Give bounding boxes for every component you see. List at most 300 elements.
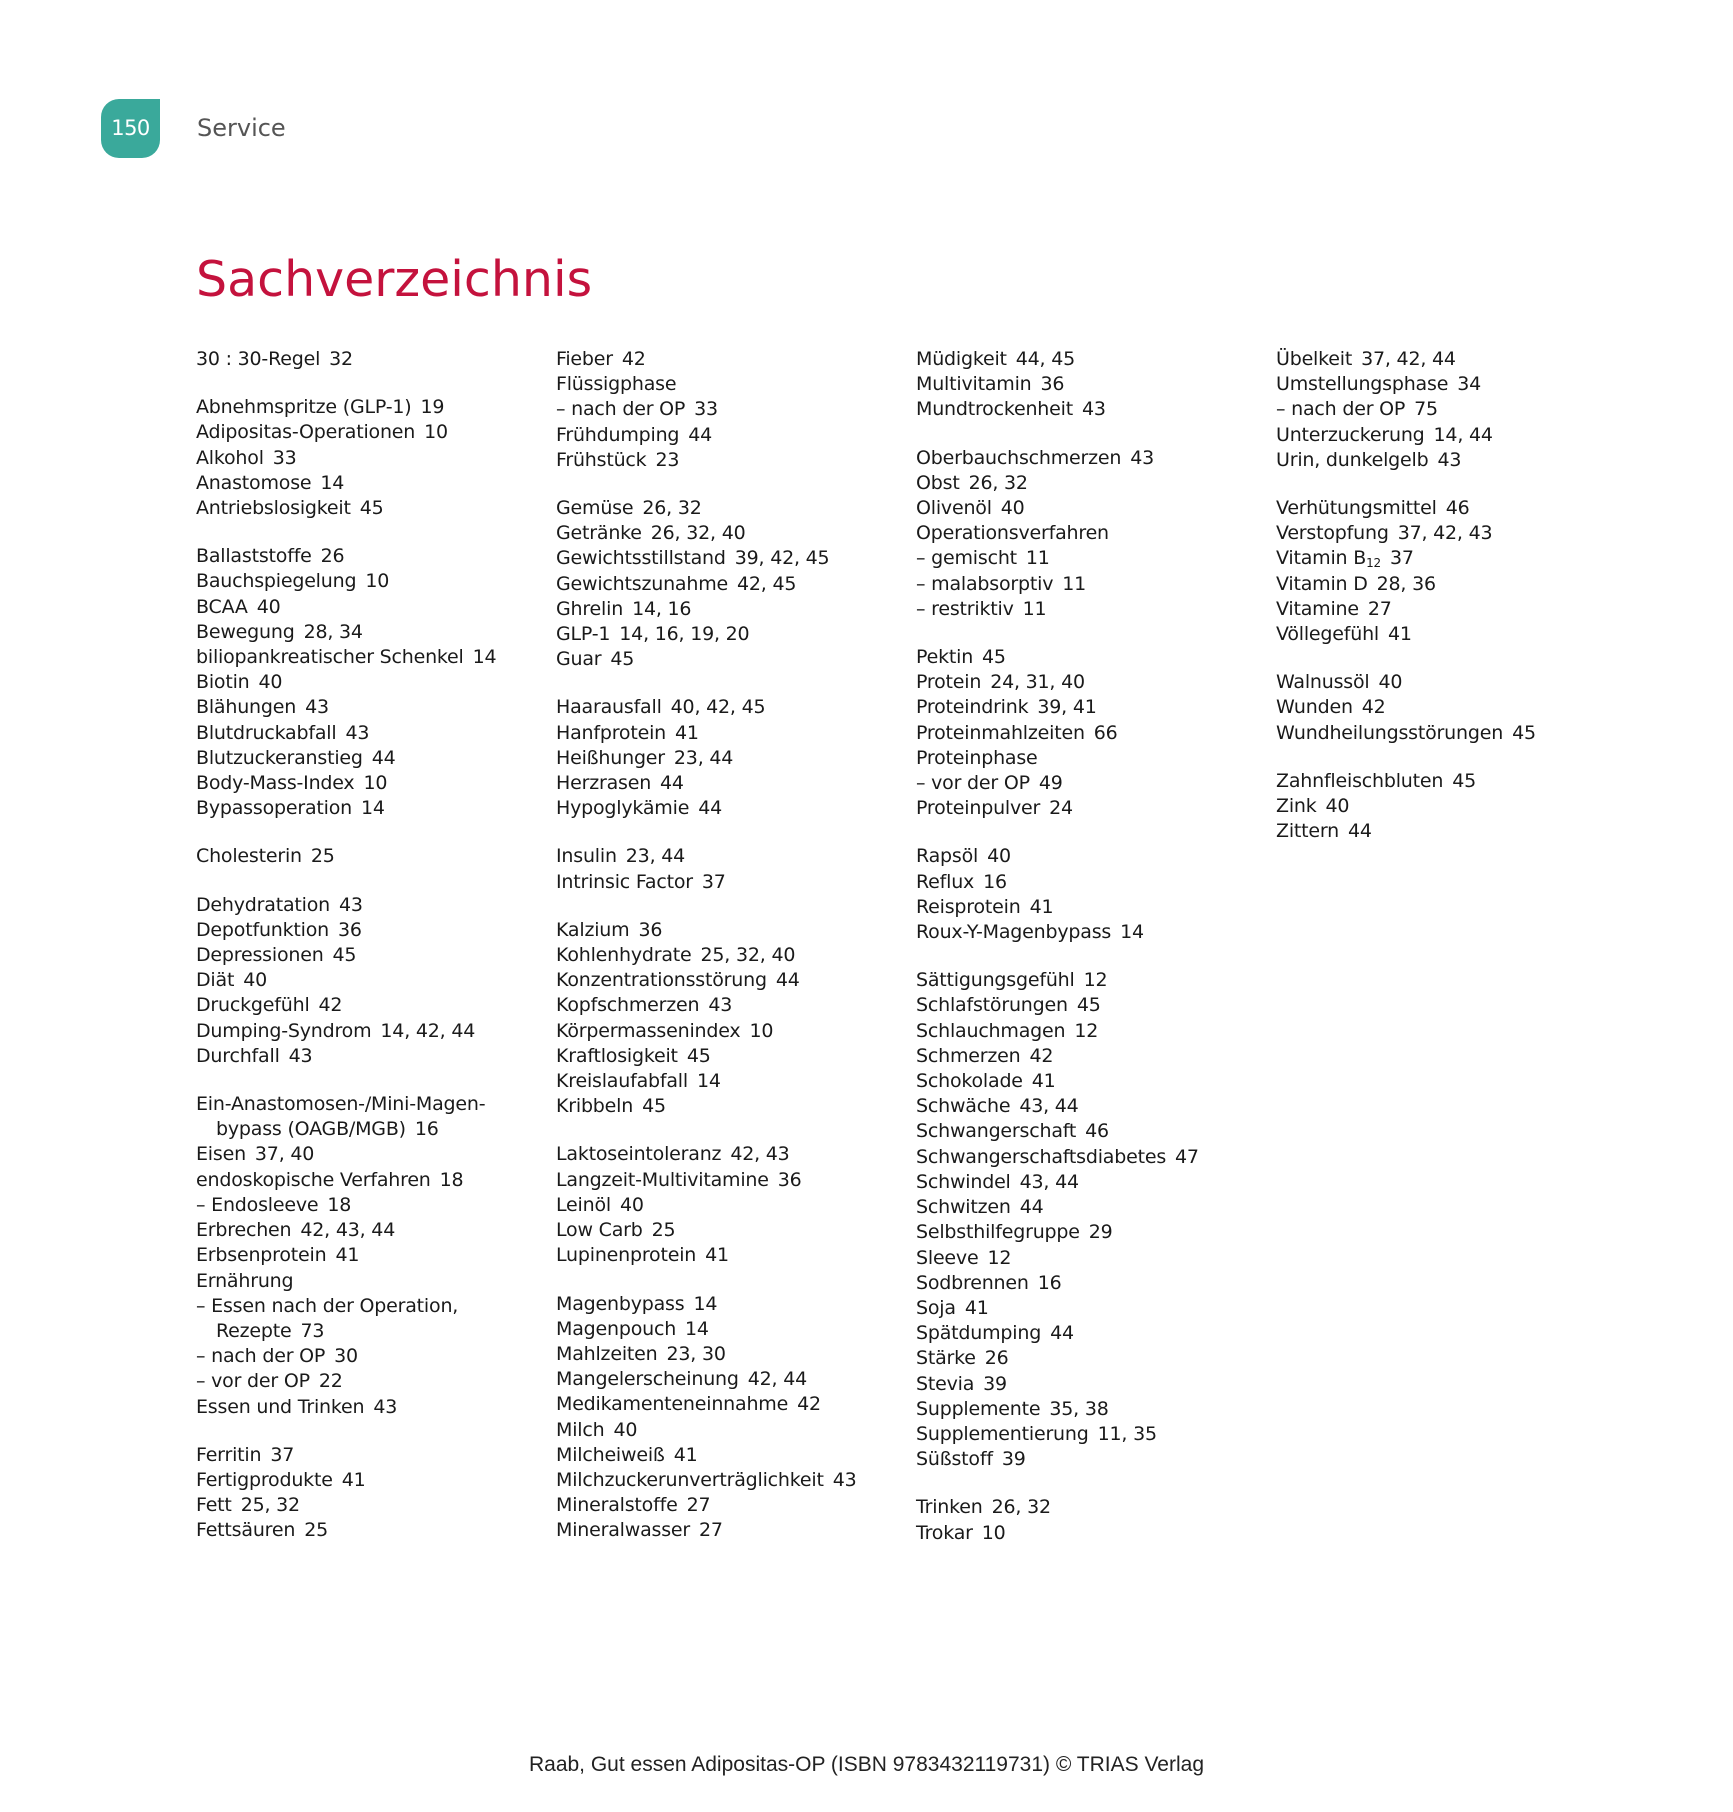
index-subentry bbox=[916, 597, 1261, 622]
index-page-ref: 27 bbox=[686, 1494, 711, 1517]
index-entry bbox=[916, 844, 1261, 869]
index-page-ref: 41 bbox=[1031, 1070, 1056, 1093]
index-term: Sleeve bbox=[916, 1246, 979, 1269]
index-entry bbox=[916, 471, 1261, 496]
index-term: Supplemente bbox=[916, 1397, 1041, 1420]
index-page-ref: 44, 45 bbox=[1015, 348, 1076, 370]
index-entry bbox=[916, 1296, 1261, 1321]
index-page-ref: 14 bbox=[320, 471, 345, 494]
index-term: Schwangerschaftsdiabetes bbox=[916, 1145, 1167, 1168]
index-page-ref: 43 bbox=[1437, 448, 1462, 471]
index-term: Schokolade bbox=[916, 1070, 1023, 1093]
index-entry bbox=[196, 918, 541, 943]
index-term: Mangelerscheinung bbox=[556, 1368, 739, 1391]
index-term: – nach der OP bbox=[1276, 398, 1406, 421]
index-page-ref: 45 bbox=[642, 1095, 666, 1118]
index-term: 30 : 30-Regel bbox=[196, 348, 321, 370]
index-entry bbox=[196, 1518, 541, 1543]
index-entry bbox=[916, 920, 1261, 945]
index-term: Lupinenprotein bbox=[556, 1244, 697, 1267]
index-subentry bbox=[196, 1294, 541, 1319]
index-term: Intrinsic Factor bbox=[556, 870, 693, 893]
index-entry bbox=[196, 1168, 541, 1193]
index-letter-group bbox=[556, 496, 901, 672]
index-term: Alkohol bbox=[196, 446, 264, 469]
index-term: Bewegung bbox=[196, 620, 295, 643]
index-page-ref: 43 bbox=[1081, 398, 1106, 421]
index-page-ref: 44 bbox=[660, 772, 684, 795]
index-page-ref: 14 bbox=[472, 646, 497, 669]
index-subentry bbox=[196, 1369, 541, 1394]
index-entry bbox=[556, 1342, 901, 1367]
index-entry bbox=[916, 1195, 1261, 1220]
index-entry bbox=[1276, 572, 1621, 597]
index-term: Schwindel bbox=[916, 1170, 1011, 1193]
index-page-ref: 26, 32 bbox=[642, 497, 702, 520]
index-term: Medikamenteneinnahme bbox=[556, 1393, 789, 1416]
index-page-ref: 44 bbox=[371, 746, 396, 769]
index-term: Flüssigphase bbox=[556, 373, 677, 396]
index-term: Essen und Trinken bbox=[196, 1395, 365, 1418]
index-entry bbox=[1276, 721, 1621, 746]
index-page-ref: 45 bbox=[1512, 721, 1536, 744]
index-entry bbox=[556, 1019, 901, 1044]
index-entry bbox=[556, 496, 901, 521]
index-term: Zahnfleischbluten bbox=[1276, 769, 1444, 792]
index-page-ref: 44 bbox=[1019, 1196, 1044, 1219]
index-page-ref: 45 bbox=[1076, 994, 1101, 1017]
index-page-ref: 23, 44 bbox=[625, 845, 686, 868]
index-page-ref: 45 bbox=[982, 646, 1006, 669]
index-page-ref: 42 bbox=[1361, 696, 1386, 719]
index-page-ref: 14, 44 bbox=[1433, 423, 1493, 446]
page-title: Sachverzeichnis bbox=[196, 251, 593, 308]
index-entry bbox=[196, 1468, 541, 1493]
index-page-ref: 16 bbox=[983, 870, 1007, 893]
index-term: Bauchspiegelung bbox=[196, 570, 357, 593]
index-page-ref: 42, 45 bbox=[737, 572, 797, 595]
index-entry bbox=[196, 771, 541, 796]
index-entry bbox=[196, 544, 541, 569]
index-term: Mineralwasser bbox=[556, 1519, 691, 1542]
index-page-ref: 28, 34 bbox=[303, 620, 363, 643]
index-page-ref: 10 bbox=[749, 1019, 774, 1042]
index-entry bbox=[196, 1269, 541, 1294]
index-page-ref: 45 bbox=[332, 944, 357, 967]
index-entry bbox=[916, 895, 1261, 920]
index-letter-group bbox=[916, 844, 1261, 945]
index-entry bbox=[196, 670, 541, 695]
index-term: Blähungen bbox=[196, 696, 297, 719]
index-term: Kreislaufabfall bbox=[556, 1070, 688, 1093]
index-page-ref: 33 bbox=[694, 398, 718, 421]
index-term: Fertigprodukte bbox=[196, 1468, 333, 1491]
index-term: Stärke bbox=[916, 1347, 976, 1370]
index-term: Süßstoff bbox=[916, 1448, 993, 1471]
index-letter-group bbox=[556, 695, 901, 821]
index-page-ref: 14 bbox=[696, 1070, 721, 1093]
index-page-ref: 12 bbox=[987, 1246, 1012, 1269]
index-page-ref: 36 bbox=[338, 918, 362, 941]
index-entry bbox=[196, 595, 541, 620]
index-page-ref: 11 bbox=[1025, 547, 1050, 570]
index-page-ref: 14, 16, 19, 20 bbox=[619, 623, 750, 646]
index-term: Laktoseintoleranz bbox=[556, 1143, 722, 1166]
index-term: Selbsthilfegruppe bbox=[916, 1221, 1080, 1244]
index-entry bbox=[196, 1319, 541, 1344]
index-page-ref: 24 bbox=[1049, 797, 1073, 820]
index-term: endoskopische Verfahren bbox=[196, 1168, 431, 1191]
index-column-3 bbox=[916, 347, 1261, 1546]
index-page-ref: 10 bbox=[365, 570, 390, 593]
index-term: Frühdumping bbox=[556, 423, 680, 446]
index-entry bbox=[1276, 794, 1621, 819]
index-term: Abnehmspritze (GLP-1) bbox=[196, 396, 412, 419]
index-entry bbox=[196, 347, 541, 372]
index-term: Stevia bbox=[916, 1372, 975, 1395]
index-term: Durchfall bbox=[196, 1044, 280, 1067]
index-entry bbox=[916, 1019, 1261, 1044]
index-entry bbox=[196, 620, 541, 645]
index-term: Anastomose bbox=[196, 471, 312, 494]
index-term: Gemüse bbox=[556, 497, 634, 520]
index-page-ref: 34 bbox=[1457, 373, 1481, 396]
index-term: Blutdruckabfall bbox=[196, 721, 337, 744]
index-page-ref: 47 bbox=[1175, 1145, 1199, 1168]
index-entry bbox=[196, 1443, 541, 1468]
index-page-ref: 12 bbox=[1083, 969, 1108, 992]
index-term: Leinöl bbox=[556, 1193, 611, 1216]
index-letter-group bbox=[556, 1142, 901, 1268]
index-page-ref: 39 bbox=[983, 1372, 1007, 1395]
index-entry bbox=[916, 968, 1261, 993]
index-entry bbox=[1276, 670, 1621, 695]
index-term: Zink bbox=[1276, 795, 1317, 818]
index-page-ref: 42 bbox=[318, 994, 343, 1017]
index-page-ref: 25 bbox=[651, 1219, 676, 1242]
index-term: Erbsenprotein bbox=[196, 1244, 327, 1267]
index-page-ref: 43 bbox=[373, 1395, 398, 1418]
index-entry bbox=[556, 1243, 901, 1268]
index-term: Heißhunger bbox=[556, 746, 665, 769]
index-entry bbox=[916, 1495, 1261, 1520]
index-page-ref: 41 bbox=[1029, 895, 1054, 918]
index-term: Sättigungsgefühl bbox=[916, 969, 1075, 992]
index-subentry bbox=[916, 546, 1261, 571]
index-entry bbox=[1276, 819, 1621, 844]
index-entry bbox=[916, 1321, 1261, 1346]
index-entry bbox=[556, 771, 901, 796]
index-page-ref: 40 bbox=[987, 845, 1011, 868]
index-page-ref: 23, 44 bbox=[673, 746, 734, 769]
index-page-ref: 42 bbox=[621, 348, 646, 370]
index-page-ref: 43, 44 bbox=[1019, 1095, 1079, 1118]
index-entry bbox=[916, 1346, 1261, 1371]
index-page-ref: 26, 32 bbox=[968, 471, 1028, 494]
index-term: Frühstück bbox=[556, 448, 647, 471]
index-term: Haarausfall bbox=[556, 696, 662, 719]
index-term: Fettsäuren bbox=[196, 1519, 296, 1542]
index-page-ref: 25, 32, 40 bbox=[700, 944, 796, 967]
index-entry bbox=[556, 968, 901, 993]
index-term: Mundtrockenheit bbox=[916, 398, 1073, 421]
index-term: Mahlzeiten bbox=[556, 1342, 658, 1365]
index-term: biliopankreatischer Schenkel bbox=[196, 646, 464, 669]
index-term: Proteinphase bbox=[916, 746, 1038, 769]
footer-copyright: Raab, Gut essen Adipositas-OP (ISBN 9783432119731) © TRIAS Verlag bbox=[528, 1753, 1205, 1776]
index-subentry bbox=[916, 572, 1261, 597]
index-term: Insulin bbox=[556, 845, 617, 868]
index-page-ref: 26, 32 bbox=[991, 1496, 1051, 1519]
index-letter-group bbox=[196, 1443, 541, 1544]
index-page-ref: 25, 32 bbox=[240, 1494, 300, 1517]
index-entry bbox=[196, 496, 541, 521]
index-page-ref: 18 bbox=[439, 1168, 464, 1191]
index-term: Proteinmahlzeiten bbox=[916, 721, 1085, 744]
index-page-ref: 37, 42, 43 bbox=[1397, 522, 1493, 545]
index-entry bbox=[556, 844, 901, 869]
index-entry bbox=[196, 1395, 541, 1420]
index-term: Magenbypass bbox=[556, 1292, 685, 1315]
index-page-ref: 28, 36 bbox=[1376, 572, 1436, 595]
index-term: Trokar bbox=[916, 1521, 973, 1544]
index-term: – Endosleeve bbox=[196, 1193, 319, 1216]
index-term: Müdigkeit bbox=[916, 348, 1007, 370]
index-page-ref: 43 bbox=[345, 721, 370, 744]
index-page-ref: 41 bbox=[964, 1296, 989, 1319]
index-column-4 bbox=[1276, 347, 1621, 844]
index-page-ref: 43 bbox=[288, 1044, 313, 1067]
index-page-ref: 18 bbox=[327, 1193, 352, 1216]
index-term: Dehydratation bbox=[196, 893, 331, 916]
index-page-ref: 36 bbox=[638, 918, 663, 941]
index-term: Wunden bbox=[1276, 696, 1353, 719]
index-letter-group bbox=[1276, 496, 1621, 647]
index-entry bbox=[556, 746, 901, 771]
index-term: Übelkeit bbox=[1276, 348, 1353, 370]
index-term: Kohlenhydrate bbox=[556, 944, 692, 967]
index-term: – malabsorptiv bbox=[916, 572, 1054, 595]
index-page-ref: 49 bbox=[1038, 772, 1063, 795]
index-term: Herzrasen bbox=[556, 772, 652, 795]
index-entry bbox=[556, 1044, 901, 1069]
index-page-ref: 14 bbox=[685, 1317, 709, 1340]
index-term: Trinken bbox=[916, 1496, 983, 1519]
index-entry bbox=[916, 870, 1261, 895]
index-term: Schlafstörungen bbox=[916, 994, 1068, 1017]
index-term-subscript: 12 bbox=[1366, 556, 1381, 571]
index-page-ref: 25 bbox=[310, 845, 335, 868]
index-entry bbox=[1276, 546, 1621, 571]
index-term: Vitamin B bbox=[1276, 547, 1367, 570]
index-column-1 bbox=[196, 347, 541, 1544]
index-page-ref: 30 bbox=[334, 1345, 358, 1368]
index-entry bbox=[196, 1493, 541, 1518]
index-term: BCAA bbox=[196, 595, 248, 618]
index-term: Oberbauchschmerzen bbox=[916, 446, 1122, 469]
index-entry bbox=[916, 1044, 1261, 1069]
index-entry bbox=[556, 721, 901, 746]
index-page-ref: 42, 44 bbox=[747, 1368, 807, 1391]
index-page-ref: 37 bbox=[701, 870, 726, 893]
index-entry bbox=[556, 448, 901, 473]
index-entry bbox=[556, 1518, 901, 1543]
index-term: Fieber bbox=[556, 348, 613, 370]
index-entry bbox=[916, 1069, 1261, 1094]
index-term: Milcheiweiß bbox=[556, 1443, 665, 1466]
index-entry bbox=[916, 1094, 1261, 1119]
index-term: Verstopfung bbox=[1276, 522, 1389, 545]
index-page-ref: 41 bbox=[675, 721, 699, 744]
index-subentry bbox=[196, 1344, 541, 1369]
index-entry bbox=[916, 1119, 1261, 1144]
index-page-ref: 40, 42, 45 bbox=[670, 696, 766, 719]
index-page-ref: 10 bbox=[424, 421, 448, 444]
index-entry bbox=[556, 1168, 901, 1193]
index-page-ref: 35, 38 bbox=[1049, 1397, 1109, 1420]
index-page-ref: 41 bbox=[1388, 623, 1412, 646]
index-entry bbox=[556, 993, 901, 1018]
index-entry bbox=[556, 1367, 901, 1392]
index-term: Druckgefühl bbox=[196, 994, 310, 1017]
index-entry bbox=[196, 420, 541, 445]
page-number-badge: 150 bbox=[101, 99, 160, 158]
index-entry bbox=[196, 446, 541, 471]
index-term: Depressionen bbox=[196, 944, 324, 967]
index-letter-group bbox=[196, 395, 541, 521]
index-entry bbox=[916, 1521, 1261, 1546]
index-term: Milch bbox=[556, 1418, 605, 1441]
index-term: Depotfunktion bbox=[196, 918, 330, 941]
index-entry bbox=[1276, 448, 1621, 473]
index-term: Proteindrink bbox=[916, 696, 1029, 719]
index-letter-group bbox=[556, 844, 901, 894]
index-term: – restriktiv bbox=[916, 597, 1014, 620]
index-term: Erbrechen bbox=[196, 1219, 292, 1242]
index-entry bbox=[556, 1392, 901, 1417]
index-entry bbox=[916, 695, 1261, 720]
index-page-ref: 41 bbox=[335, 1244, 360, 1267]
index-page-ref: 45 bbox=[359, 497, 384, 520]
index-term: Schlauchmagen bbox=[916, 1019, 1066, 1042]
index-page-ref: 42, 43 bbox=[730, 1143, 790, 1166]
index-page-ref: 14, 16 bbox=[632, 597, 692, 620]
index-page-ref: 44 bbox=[688, 423, 713, 446]
index-letter-group bbox=[916, 1495, 1261, 1545]
index-page-ref: 42 bbox=[1029, 1044, 1054, 1067]
index-page-ref: 40 bbox=[243, 969, 267, 992]
index-entry bbox=[1276, 769, 1621, 794]
index-page-ref: 40 bbox=[1325, 795, 1350, 818]
index-page-ref: 39 bbox=[1001, 1448, 1026, 1471]
index-page-ref: 46 bbox=[1085, 1120, 1109, 1143]
index-entry bbox=[556, 1218, 901, 1243]
index-entry bbox=[196, 695, 541, 720]
index-entry bbox=[1276, 521, 1621, 546]
index-term: – Essen nach der Operation, bbox=[196, 1294, 459, 1317]
index-entry bbox=[916, 1170, 1261, 1195]
index-entry bbox=[196, 943, 541, 968]
index-entry bbox=[196, 968, 541, 993]
index-page-ref: 41 bbox=[705, 1244, 729, 1267]
index-page-ref: 23, 30 bbox=[666, 1342, 726, 1365]
index-term: Ein-Anastomosen-/Mini-Magen- bbox=[196, 1093, 486, 1116]
index-letter-group bbox=[196, 347, 541, 372]
index-entry bbox=[196, 746, 541, 771]
index-letter-group bbox=[196, 1092, 541, 1420]
index-entry bbox=[916, 397, 1261, 422]
index-entry bbox=[196, 1243, 541, 1268]
index-term: Zittern bbox=[1276, 820, 1340, 843]
index-term: Völlegefühl bbox=[1276, 623, 1379, 646]
index-entry bbox=[1276, 423, 1621, 448]
index-page-ref: 27 bbox=[699, 1519, 723, 1542]
index-letter-group bbox=[1276, 769, 1621, 845]
index-page-ref: 14 bbox=[1120, 921, 1144, 944]
index-page-ref: 11 bbox=[1062, 572, 1087, 595]
index-term: Spätdumping bbox=[916, 1322, 1042, 1345]
index-entry bbox=[556, 521, 901, 546]
index-entry bbox=[556, 796, 901, 821]
index-letter-group bbox=[196, 544, 541, 821]
index-entry bbox=[916, 670, 1261, 695]
index-page-ref: 10 bbox=[363, 772, 388, 795]
index-term: Body-Mass-Index bbox=[196, 772, 355, 795]
index-term: Unterzuckerung bbox=[1276, 423, 1425, 446]
index-term: Olivenöl bbox=[916, 497, 992, 520]
index-page-ref: 22 bbox=[318, 1370, 343, 1393]
index-entry bbox=[1276, 347, 1621, 372]
index-entry bbox=[556, 1292, 901, 1317]
index-term: Hypoglykämie bbox=[556, 797, 690, 820]
index-term: GLP-1 bbox=[556, 623, 611, 646]
index-entry bbox=[196, 1044, 541, 1069]
index-page-ref: 11, 35 bbox=[1097, 1422, 1157, 1445]
index-entry bbox=[556, 1193, 901, 1218]
index-page-ref: 43 bbox=[708, 994, 733, 1017]
index-term: Gewichtszunahme bbox=[556, 572, 729, 595]
index-term: Vitamin D bbox=[1276, 572, 1368, 595]
index-entry bbox=[196, 721, 541, 746]
index-term: Supplementierung bbox=[916, 1422, 1089, 1445]
index-entry bbox=[916, 993, 1261, 1018]
index-entry bbox=[916, 1145, 1261, 1170]
index-term: Umstellungsphase bbox=[1276, 373, 1449, 396]
index-term: Operationsverfahren bbox=[916, 522, 1109, 545]
index-page-ref: 37, 42, 44 bbox=[1361, 348, 1456, 370]
index-entry bbox=[556, 1317, 901, 1342]
index-subentry bbox=[556, 397, 901, 422]
index-entry bbox=[916, 645, 1261, 670]
index-term: Ernährung bbox=[196, 1269, 294, 1292]
index-letter-group bbox=[1276, 670, 1621, 746]
index-term: Cholesterin bbox=[196, 845, 302, 868]
index-term: Milchzuckerunverträglichkeit bbox=[556, 1468, 824, 1491]
index-entry bbox=[556, 1493, 901, 1518]
index-page-ref: 39, 42, 45 bbox=[734, 547, 830, 570]
index-term: Roux-Y-Magenbypass bbox=[916, 921, 1112, 944]
index-term: Walnussöl bbox=[1276, 671, 1370, 694]
index-page-ref: 40 bbox=[256, 595, 281, 618]
index-entry bbox=[916, 1271, 1261, 1296]
index-term: Fett bbox=[196, 1494, 232, 1517]
index-term: – nach der OP bbox=[196, 1345, 326, 1368]
index-page-ref: 45 bbox=[610, 648, 635, 671]
index-page-ref: 75 bbox=[1414, 398, 1438, 421]
index-page-ref: 25 bbox=[304, 1519, 328, 1542]
index-page-ref: 73 bbox=[300, 1319, 325, 1342]
index-term: Mineralstoffe bbox=[556, 1494, 678, 1517]
